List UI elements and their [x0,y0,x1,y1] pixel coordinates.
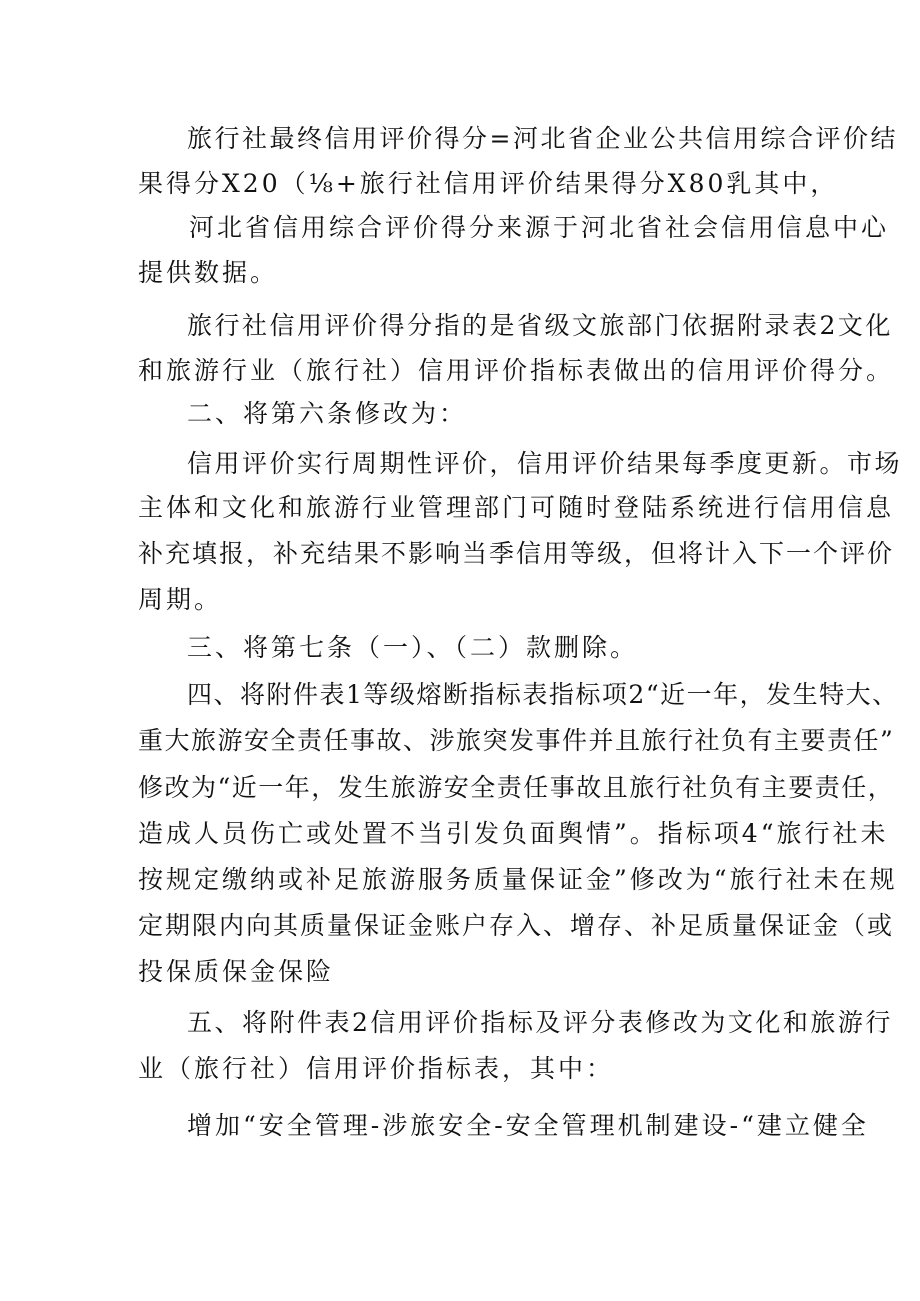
text-line: 业（旅行社）信用评价指标表，其中： [138,1054,615,1083]
text-line: 河北省信用综合评价得分来源于河北省社会信用信息中心 [189,213,890,242]
text-line: 定期限内向其质量保证金账户存入、增存、补足质量保证金（或 [138,911,895,940]
text-line: 信用评价实行周期性评价，信用评价结果每季度更新。市场 [187,449,903,478]
text-line: 四、将附件表1等级熔断指标表指标项2“近一年，发生特大、 [187,680,899,709]
text-line: 按规定缴纳或补足旅游服务质量保证金”修改为“旅行社未在规 [138,865,898,894]
section-heading: 二、将第六条修改为： [187,399,468,428]
text-line: 果得分X20（⅛+旅行社信用评价结果得分X80乳其中， [138,169,839,198]
text-line: 重大旅游安全责任事故、涉旅突发事件并且旅行社负有主要责任” [138,726,895,755]
text-line: 造成人员伤亡或处置不当引发负面舆情”。指标项4“旅行社未 [138,819,889,848]
text-line: 投保质保金保险 [138,957,335,986]
text-line: 周期。 [138,585,223,614]
section-heading: 三、将第七条（一）、（二）款删除。 [187,633,639,662]
text-line: 提供数据。 [138,258,279,287]
text-line: 五、将附件表2信用评价指标及评分表修改为文化和旅游行 [187,1008,893,1037]
text-line: 补充填报，补充结果不影响当季信用等级，但将计入下一个评价 [138,539,895,568]
text-line: 修改为“近一年，发生旅游安全责任事故且旅行社负有主要责任， [138,773,895,802]
text-line: 主体和文化和旅游行业管理部门可随时登陆系统进行信用信息 [138,493,895,522]
text-line: 旅行社信用评价得分指的是省级文旅部门依据附录表2文化 [187,311,893,340]
text-line: 旅行社最终信用评价得分=河北省企业公共信用综合评价结 [187,124,898,153]
text-line: 和旅游行业（旅行社）信用评价指标表做出的信用评价得分。 [138,356,895,385]
text-line: 增加“安全管理-涉旅安全-安全管理机制建设-“建立健全 [187,1111,869,1140]
